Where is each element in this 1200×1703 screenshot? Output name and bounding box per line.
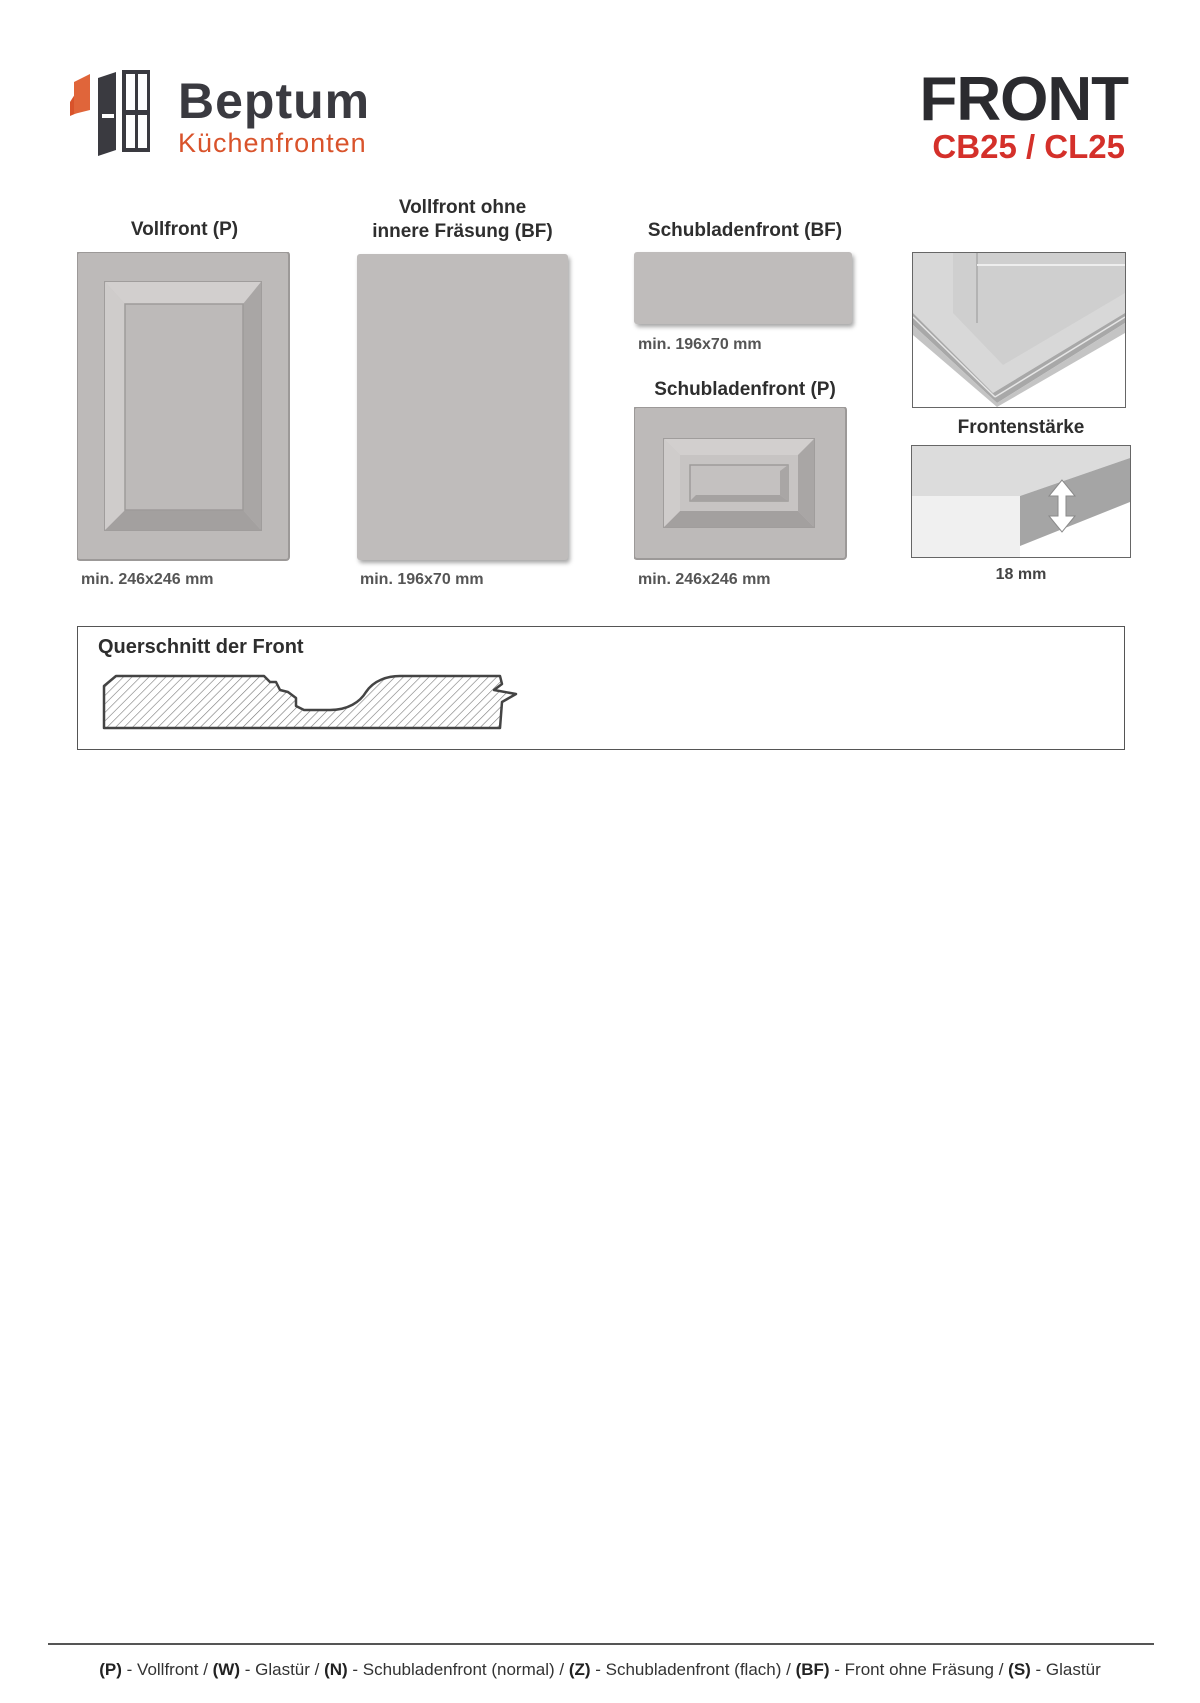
cross-section-title: Querschnitt der Front: [98, 636, 304, 658]
brand-tagline: Küchenfronten: [178, 128, 367, 158]
schublade-bf-dim: min. 196x70 mm: [638, 336, 762, 353]
vollfront-p-dim: min. 246x246 mm: [81, 571, 214, 588]
schublade-bf-image: [634, 252, 852, 324]
thickness-image: [911, 445, 1131, 558]
legend-code: (Z): [568, 1660, 591, 1679]
front-code: CB25 / CL25: [932, 128, 1125, 165]
vollfront-bf-label-line1: Vollfront ohne: [398, 197, 527, 218]
cross-section-profile: [98, 668, 528, 734]
vollfront-p-label: Vollfront (P): [130, 219, 239, 240]
edge-detail-image: [912, 252, 1126, 408]
logo-mark-icon: [70, 70, 170, 160]
page-title: FRONT: [919, 65, 1128, 134]
brand-name: Beptum: [178, 73, 371, 129]
vollfront-bf-label-line2: innere Fräsung (BF): [372, 221, 553, 242]
vollfront-p-image: [77, 252, 291, 562]
schublade-p-image: [634, 407, 848, 561]
legend-code: (BF): [795, 1660, 830, 1679]
legend-code: (W): [212, 1660, 241, 1679]
legend-text: - Vollfront /: [121, 1660, 213, 1679]
footer-legend: [0, 1660, 1200, 1680]
legend-code: (N): [324, 1660, 348, 1679]
legend-text: - Schubladenfront (normal) /: [347, 1660, 569, 1679]
legend-code: (S): [1008, 1660, 1031, 1679]
thickness-value: 18 mm: [995, 566, 1047, 583]
schublade-p-label: Schubladenfront (P): [654, 379, 836, 400]
vollfront-bf-label: [355, 196, 570, 244]
legend-text: - Glastür /: [240, 1660, 325, 1679]
vollfront-bf-dim: min. 196x70 mm: [360, 571, 484, 588]
legend-code: (P): [99, 1660, 122, 1679]
thickness-label: Frontenstärke: [957, 417, 1085, 438]
legend-text: - Front ohne Fräsung /: [829, 1660, 1009, 1679]
schublade-bf-label: Schubladenfront (BF): [647, 220, 843, 241]
footer-divider: [48, 1643, 1154, 1645]
vollfront-bf-image: [357, 254, 568, 560]
legend-text: - Schubladenfront (flach) /: [590, 1660, 796, 1679]
legend-text: - Glastür: [1030, 1660, 1101, 1679]
schublade-p-dim: min. 246x246 mm: [638, 571, 771, 588]
